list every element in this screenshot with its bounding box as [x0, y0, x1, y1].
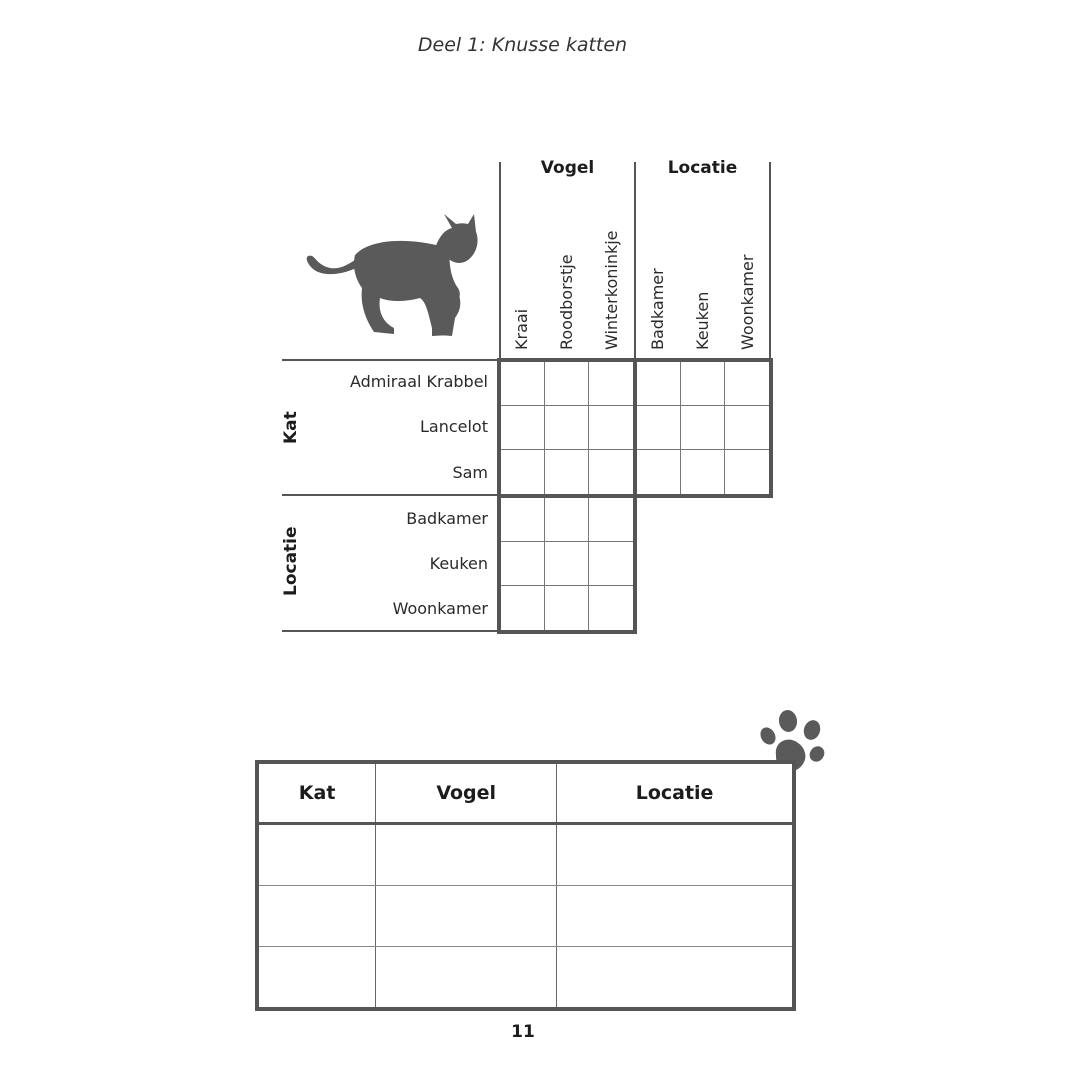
grid-kat-vogel: [497, 358, 637, 498]
grid-cell[interactable]: [589, 498, 633, 542]
row-label-admiraal-krabbel: Admiraal Krabbel: [349, 372, 488, 391]
solution-cell[interactable]: [557, 886, 794, 947]
row-divider: [282, 494, 500, 496]
header-divider: [634, 162, 636, 360]
grid-cell[interactable]: [725, 362, 769, 406]
solution-cell[interactable]: [376, 824, 557, 886]
grid-cell[interactable]: [545, 542, 589, 586]
grid-cell[interactable]: [589, 362, 633, 406]
solution-cell[interactable]: [557, 947, 794, 1010]
solution-header-vogel: Vogel: [376, 762, 557, 824]
grid-cell[interactable]: [501, 586, 545, 630]
grid-cell[interactable]: [725, 450, 769, 494]
column-label-roodborstje: Roodborstje: [557, 254, 576, 350]
grid-cell[interactable]: [681, 362, 725, 406]
header-divider: [499, 162, 501, 360]
row-label-badkamer: Badkamer: [406, 509, 488, 528]
grid-cell[interactable]: [501, 450, 545, 494]
grid-cell[interactable]: [545, 406, 589, 450]
solution-header-kat: Kat: [257, 762, 376, 824]
row-group-locatie: Locatie: [281, 526, 301, 596]
grid-cell[interactable]: [725, 406, 769, 450]
column-label-badkamer: Badkamer: [648, 268, 667, 350]
grid-cell[interactable]: [637, 362, 681, 406]
column-label-winterkoninkje: Winterkoninkje: [602, 230, 621, 350]
column-label-kraai: Kraai: [512, 308, 531, 350]
column-label-keuken: Keuken: [693, 291, 712, 350]
grid-cell[interactable]: [589, 586, 633, 630]
solution-cell[interactable]: [376, 947, 557, 1010]
solution-cell[interactable]: [557, 824, 794, 886]
page-title: Deel 1: Knusse katten: [417, 34, 628, 56]
column-group-locatie: Locatie: [667, 158, 738, 178]
grid-cell[interactable]: [501, 362, 545, 406]
solution-row: [257, 824, 794, 886]
solution-header-locatie: Locatie: [557, 762, 794, 824]
row-label-lancelot: Lancelot: [419, 417, 488, 436]
grid-cell[interactable]: [545, 362, 589, 406]
grid-cell[interactable]: [501, 498, 545, 542]
grid-locatie-vogel: [497, 494, 637, 634]
row-label-woonkamer: Woonkamer: [392, 599, 488, 618]
page-number: 11: [511, 1022, 535, 1042]
grid-cell[interactable]: [501, 542, 545, 586]
solution-row: [257, 947, 794, 1010]
row-divider: [282, 359, 500, 361]
grid-cell[interactable]: [589, 406, 633, 450]
row-group-kat: Kat: [281, 411, 301, 444]
grid-cell[interactable]: [681, 450, 725, 494]
grid-kat-locatie: [633, 358, 773, 498]
cat-silhouette-icon: [300, 210, 485, 340]
solution-row: [257, 886, 794, 947]
grid-cell[interactable]: [589, 450, 633, 494]
grid-cell[interactable]: [637, 406, 681, 450]
grid-cell[interactable]: [545, 450, 589, 494]
row-label-keuken: Keuken: [429, 554, 488, 573]
solution-cell[interactable]: [376, 886, 557, 947]
grid-cell[interactable]: [501, 406, 545, 450]
solution-cell[interactable]: [257, 824, 376, 886]
column-label-woonkamer: Woonkamer: [738, 254, 757, 350]
column-group-vogel: Vogel: [540, 158, 595, 178]
grid-cell[interactable]: [545, 586, 589, 630]
solution-table: [255, 760, 796, 1011]
row-divider: [282, 630, 500, 632]
solution-cell[interactable]: [257, 947, 376, 1010]
solution-cell[interactable]: [257, 886, 376, 947]
header-divider: [769, 162, 771, 360]
grid-cell[interactable]: [637, 450, 681, 494]
grid-cell[interactable]: [681, 406, 725, 450]
grid-cell[interactable]: [589, 542, 633, 586]
row-label-sam: Sam: [452, 463, 488, 482]
grid-cell[interactable]: [545, 498, 589, 542]
